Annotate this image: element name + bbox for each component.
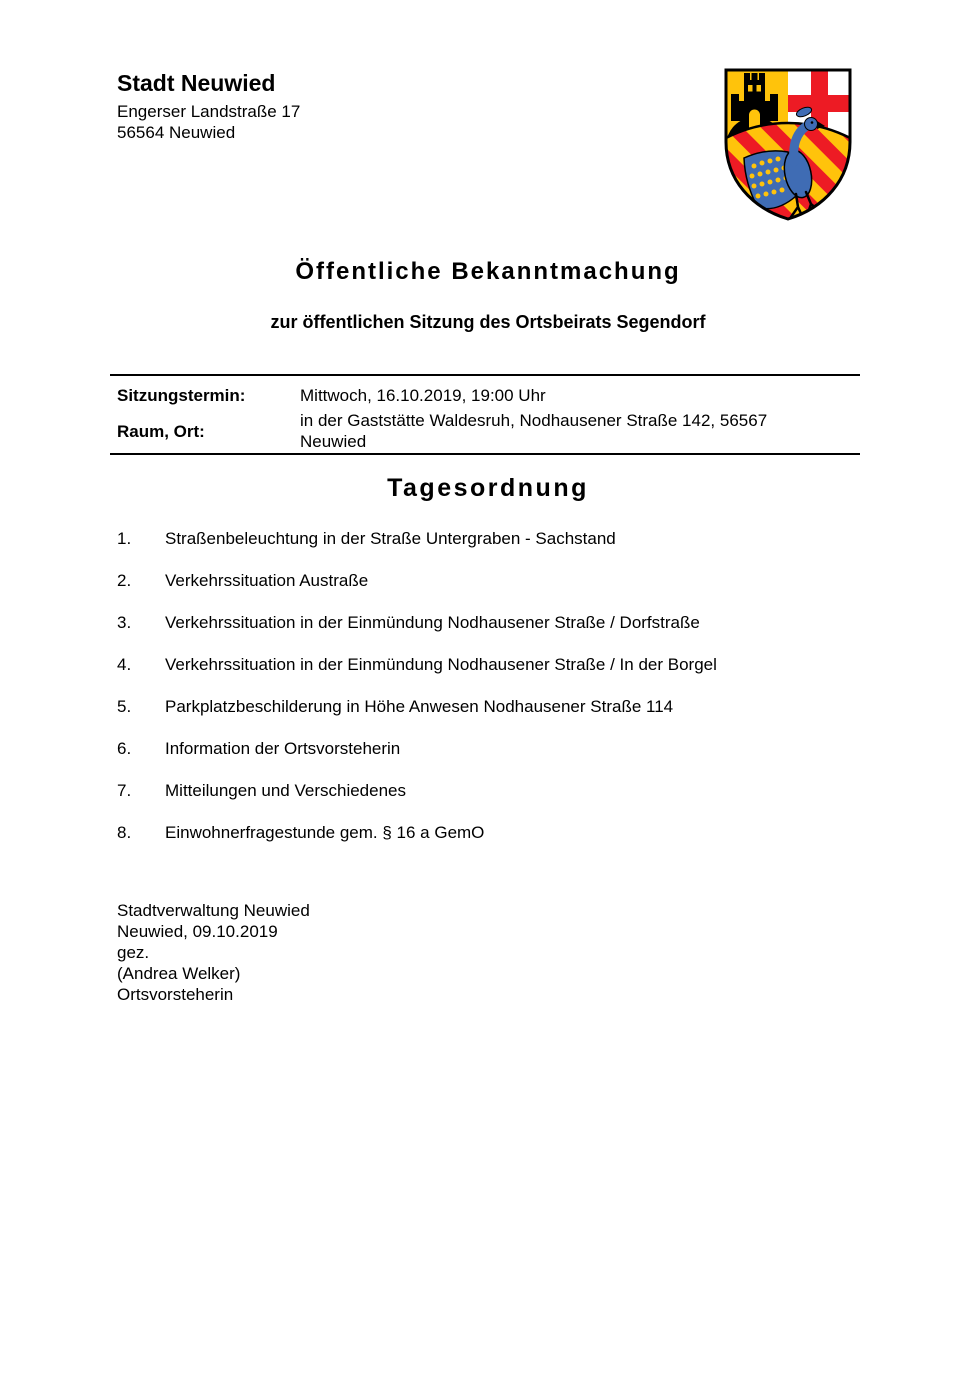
agenda-item-text: Mitteilungen und Verschiedenes xyxy=(165,781,406,800)
agenda-item-text: Verkehrssituation in der Einmündung Nodhausener Straße / In der Borgel xyxy=(165,655,717,674)
agenda-item-5 xyxy=(117,696,827,717)
meeting-location-value: in der Gaststätte Waldesruh, Nodhausener Straße 142, 56567 Neuwied xyxy=(300,411,768,451)
agenda-list xyxy=(117,528,827,843)
agenda-item-number: 7. xyxy=(117,781,132,800)
agenda-item-text: Einwohnerfragestunde gem. § 16 a GemO xyxy=(165,823,485,842)
address-street: Engerser Landstraße 17 xyxy=(117,102,301,121)
agenda-item-text: Straßenbeleuchtung in der Straße Untergraben - Sachstand xyxy=(165,529,616,548)
agenda-item-6 xyxy=(117,738,827,759)
signature-block xyxy=(117,900,310,1005)
meeting-date-row xyxy=(117,385,860,406)
peacock-head xyxy=(805,118,818,131)
tower-window-left xyxy=(748,85,753,92)
signature-gez: gez. xyxy=(117,943,150,962)
agenda-item-7 xyxy=(117,780,827,801)
castle-tower-merlons xyxy=(744,73,765,81)
agenda-item-number: 1. xyxy=(117,529,132,548)
agenda-item-text: Parkplatzbeschilderung in Höhe Anwesen Nodhausener Straße 114 xyxy=(165,697,674,716)
page-title: Öffentliche Bekanntmachung xyxy=(295,258,681,285)
agenda-item-number: 5. xyxy=(117,697,132,716)
address-city: 56564 Neuwied xyxy=(117,123,236,142)
agenda-item-number: 2. xyxy=(117,571,132,590)
agenda-item-text: Verkehrssituation Austraße xyxy=(165,571,369,590)
agenda-item-2 xyxy=(117,570,827,591)
cross-horizontal xyxy=(788,95,850,112)
agenda-item-number: 8. xyxy=(117,823,132,842)
meeting-date-label: Sitzungstermin: xyxy=(117,386,246,405)
agenda-item-8 xyxy=(117,822,827,843)
meeting-location-row xyxy=(117,410,860,452)
agenda-item-1 xyxy=(117,528,827,549)
coat-of-arms-icon xyxy=(718,66,858,224)
agenda-item-text: Verkehrssituation in der Einmündung Nodhausener Straße / Dorfstraße xyxy=(165,613,700,632)
tower-window-right xyxy=(757,85,762,92)
agenda-item-number: 3. xyxy=(117,613,132,632)
agenda-item-number: 4. xyxy=(117,655,132,674)
signature-name: (Andrea Welker) xyxy=(117,964,241,983)
signature-place-date: Neuwied, 09.10.2019 xyxy=(117,922,278,941)
signature-org: Stadtverwaltung Neuwied xyxy=(117,901,310,920)
agenda-heading: Tagesordnung xyxy=(387,474,589,502)
meeting-location-label: Raum, Ort: xyxy=(117,421,205,441)
peacock-eye xyxy=(811,121,814,124)
meeting-date-value: Mittwoch, 16.10.2019, 19:00 Uhr xyxy=(300,386,546,405)
agenda-item-number: 6. xyxy=(117,739,132,758)
org-name: Stadt Neuwied xyxy=(117,70,276,96)
agenda-item-text: Information der Ortsvorsteherin xyxy=(165,739,401,758)
meeting-details-table xyxy=(110,374,860,455)
letterhead xyxy=(117,70,300,143)
agenda-item-4 xyxy=(117,654,827,675)
signature-role: Ortsvorsteherin xyxy=(117,985,234,1004)
castle-tower xyxy=(744,80,765,101)
neuwied-shield-icon xyxy=(718,66,858,224)
page-subtitle: zur öffentlichen Sitzung des Ortsbeirats Segendorf xyxy=(270,312,706,332)
agenda-item-3 xyxy=(117,612,827,633)
